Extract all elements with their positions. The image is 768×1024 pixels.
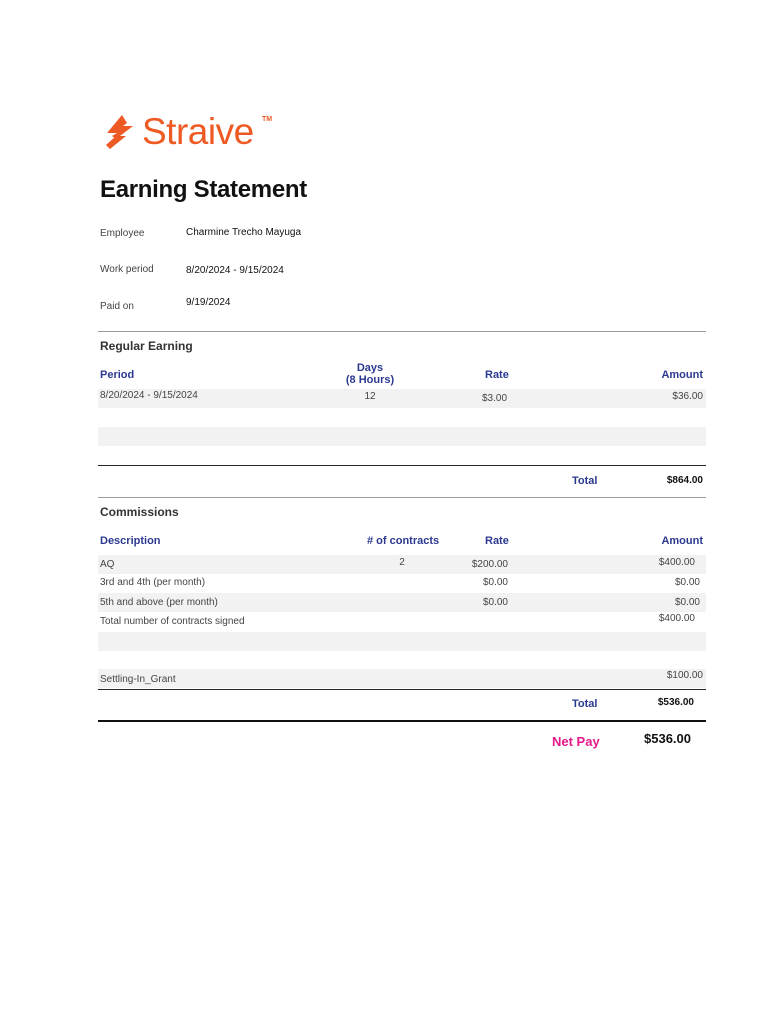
commission-row-rate: $200.00 <box>471 559 508 570</box>
divider <box>98 720 706 722</box>
net-pay-label: Net Pay <box>552 734 600 749</box>
commissions-header-description: Description <box>100 535 161 547</box>
divider <box>98 497 706 498</box>
paid-on-value: 9/19/2024 <box>186 297 231 308</box>
work-period-value: 8/20/2024 - 9/15/2024 <box>186 265 284 276</box>
trademark-mark: TM <box>262 116 273 123</box>
commissions-total-value: $536.00 <box>657 697 694 708</box>
paid-on-label: Paid on <box>100 301 134 312</box>
commission-row-description: Total number of contracts signed <box>100 616 245 627</box>
regular-total-label: Total <box>572 475 598 487</box>
regular-header-days-line1: Days <box>356 362 384 374</box>
divider <box>98 331 706 332</box>
regular-row-period: 8/20/2024 - 9/15/2024 <box>100 390 198 401</box>
commissions-header-amount: Amount <box>661 535 703 547</box>
commissions-header-rate: Rate <box>485 535 509 547</box>
regular-header-amount: Amount <box>661 369 703 381</box>
regular-header-days <box>330 362 410 386</box>
commission-row-contracts: 2 <box>399 557 405 568</box>
commissions-title: Commissions <box>100 505 179 519</box>
commission-row-amount: $400.00 <box>658 557 695 568</box>
work-period-label: Work period <box>100 264 154 275</box>
divider <box>98 465 706 466</box>
grant-amount: $100.00 <box>666 670 703 681</box>
regular-row-amount: $36.00 <box>672 391 703 402</box>
regular-row-rate: $3.00 <box>482 393 508 404</box>
employee-value: Charmine Trecho Mayuga <box>186 227 302 238</box>
commission-row-description: AQ <box>100 559 115 570</box>
regular-header-days-line2: (8 Hours) <box>345 374 395 386</box>
company-name: Straive <box>142 111 254 152</box>
divider <box>98 689 706 690</box>
commission-row-description: 3rd and 4th (per month) <box>100 577 206 588</box>
regular-header-period: Period <box>100 369 135 381</box>
regular-header-rate: Rate <box>485 369 509 381</box>
net-pay-value: $536.00 <box>644 731 691 746</box>
commission-row-amount: $400.00 <box>658 613 695 624</box>
regular-total-value: $864.00 <box>666 475 703 486</box>
commission-row-rate: $0.00 <box>482 577 508 588</box>
regular-row-days: 12 <box>364 391 376 402</box>
grant-description: Settling-In_Grant <box>100 674 176 685</box>
regular-earning-title: Regular Earning <box>100 339 193 353</box>
employee-label: Employee <box>100 228 145 239</box>
commission-row-rate: $0.00 <box>482 597 508 608</box>
commission-row-amount: $0.00 <box>674 597 700 608</box>
commissions-total-label: Total <box>572 698 598 710</box>
document-title: Earning Statement <box>100 176 307 203</box>
table-row-empty <box>98 632 706 651</box>
commissions-header-contracts: # of contracts <box>367 535 440 547</box>
commission-row-description: 5th and above (per month) <box>100 597 218 608</box>
commission-row-amount: $0.00 <box>674 577 700 588</box>
lightning-bolt-icon <box>102 112 138 152</box>
table-row-empty <box>98 427 706 446</box>
